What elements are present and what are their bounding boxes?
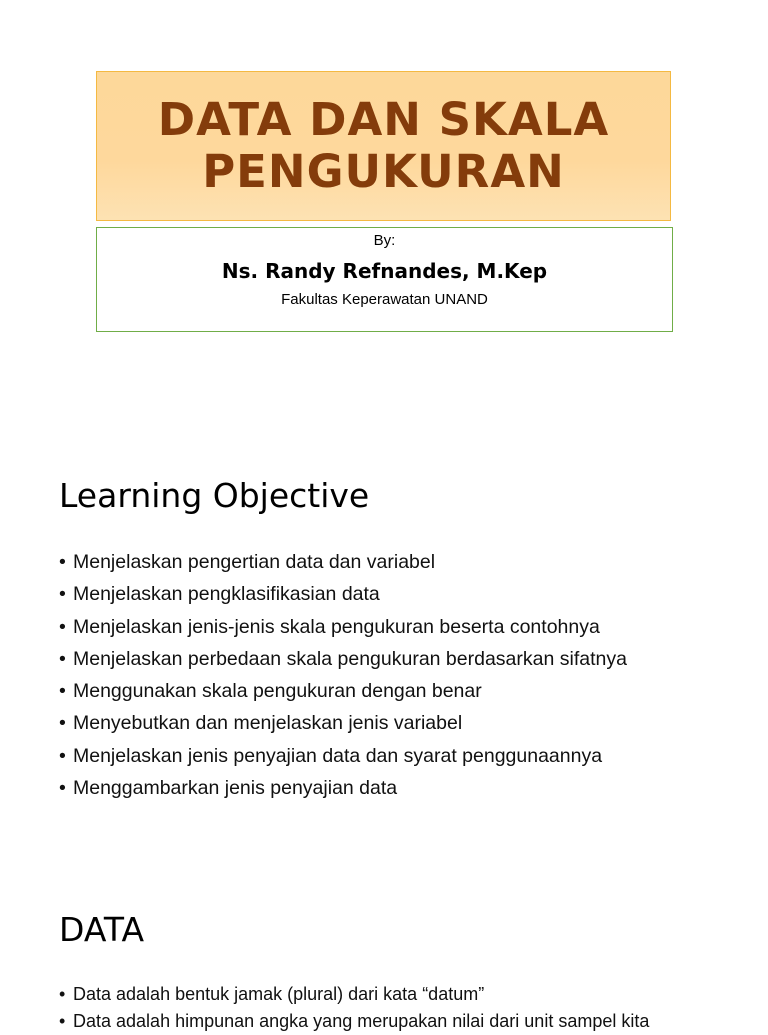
author-name: Ns. Randy Refnandes, M.Kep (221, 259, 548, 283)
author-box (96, 227, 673, 332)
learning-objective-heading: Learning Objective (59, 476, 370, 515)
title-box (96, 71, 671, 221)
document-title (158, 94, 610, 198)
objective-item: • Menyebutkan dan menjelaskan jenis variabel (59, 707, 749, 739)
objective-item: • Menjelaskan pengertian data dan variabel (59, 546, 749, 578)
objective-item: • Menjelaskan pengklasifikasian data (59, 578, 749, 610)
data-heading: DATA (59, 910, 145, 949)
author-affiliation: Fakultas Keperawatan UNAND (281, 291, 488, 308)
objective-item: • Menjelaskan jenis penyajian data dan syarat penggunaannya (59, 740, 749, 772)
objective-item: • Menggambarkan jenis penyajian data (59, 772, 749, 804)
data-definition-list (59, 981, 749, 1035)
title-line-1: DATA DAN SKALA (157, 93, 610, 146)
objective-item: • Menjelaskan jenis-jenis skala pengukuran beserta contohnya (59, 611, 749, 643)
by-label: By: (373, 232, 396, 249)
data-definition-item: • Data adalah himpunan angka yang merupakan nilai dari unit sampel kita (59, 1008, 749, 1035)
objectives-list (59, 546, 749, 804)
objective-item: • Menjelaskan perbedaan skala pengukuran berdasarkan sifatnya (59, 643, 749, 675)
objective-item: • Menggunakan skala pengukuran dengan benar (59, 675, 749, 707)
title-line-2: PENGUKURAN (202, 145, 565, 198)
data-definition-item: • Data adalah bentuk jamak (plural) dari kata “datum” (59, 981, 749, 1008)
